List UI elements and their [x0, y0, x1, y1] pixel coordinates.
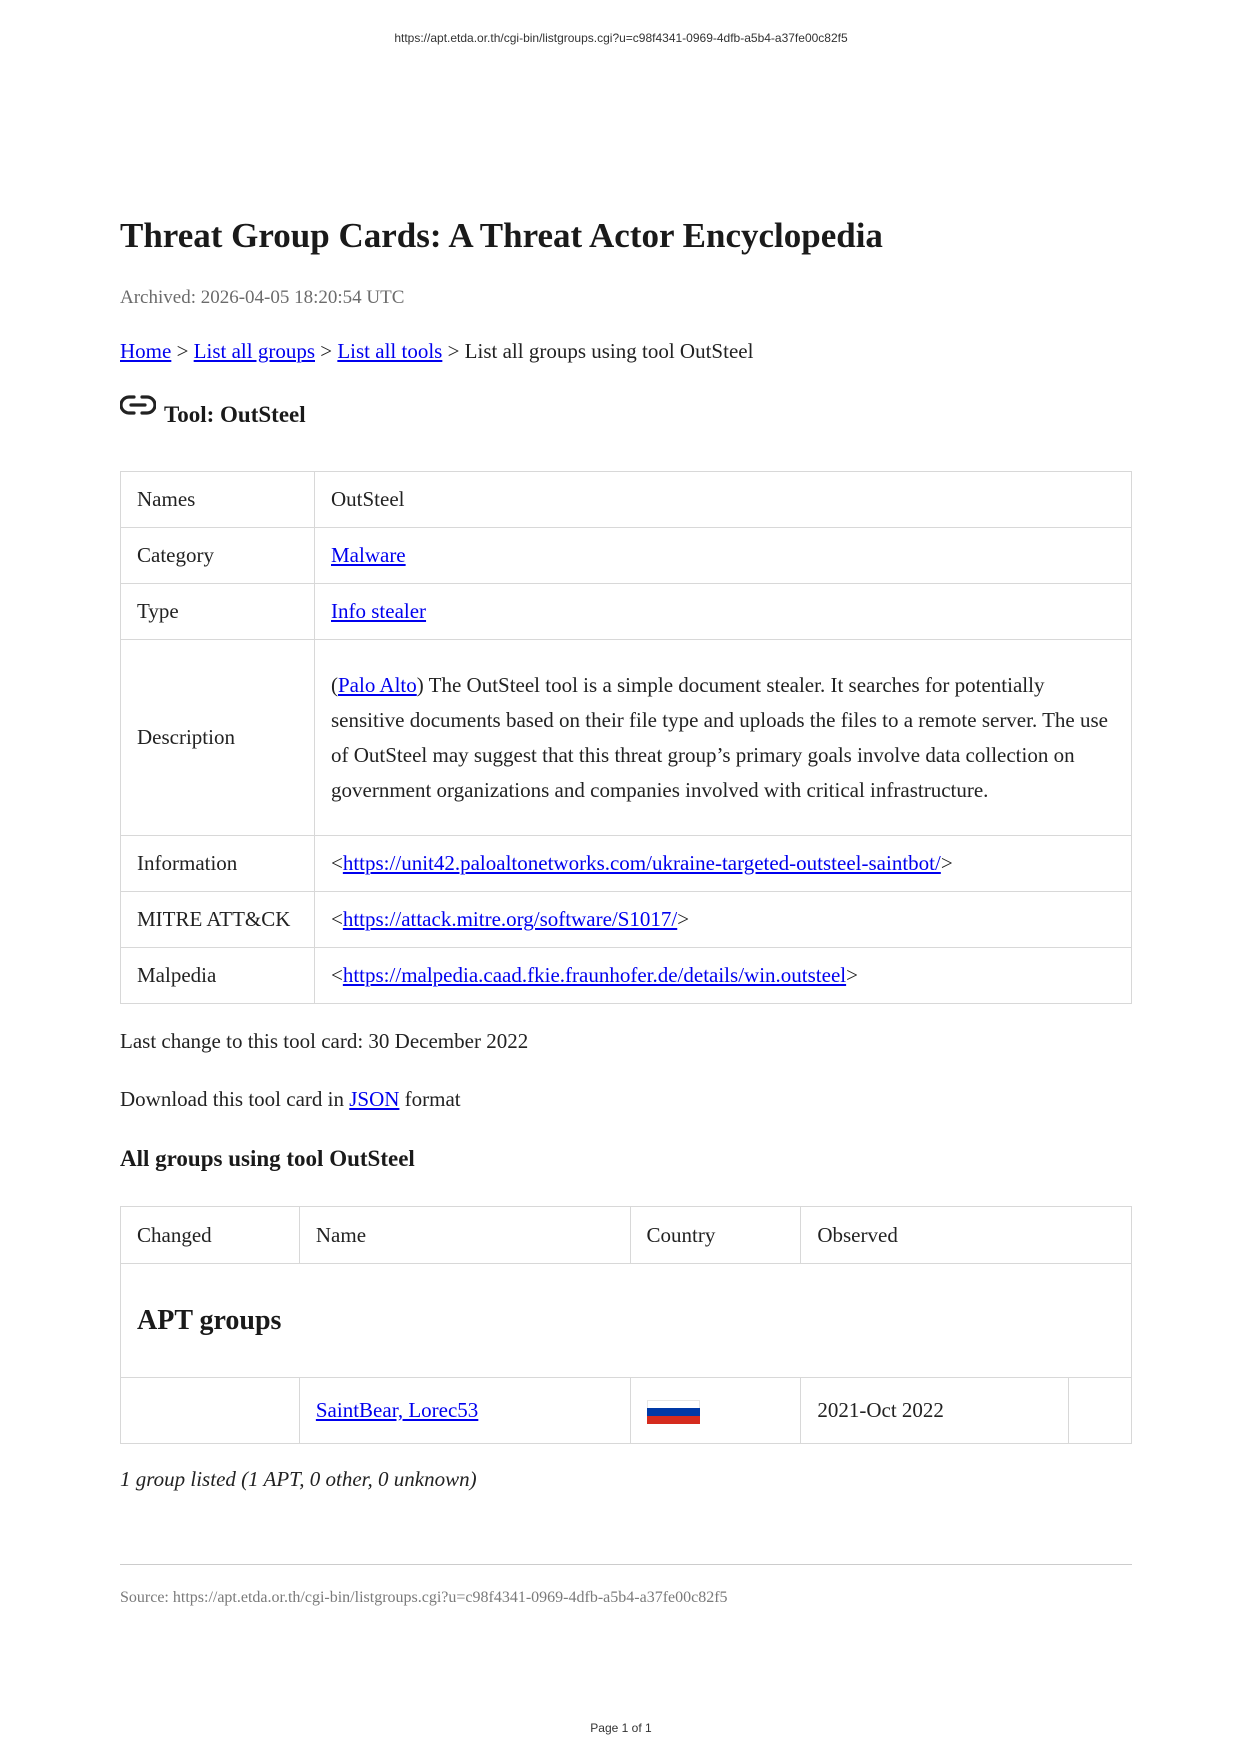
breadcrumb-tools-link[interactable]: List all tools	[337, 339, 443, 363]
print-header-url: https://apt.etda.or.th/cgi-bin/listgroups.cgi?u=c98f4341-0969-4dfb-a5b4-a37fe00c82f5	[394, 31, 848, 45]
malpedia-link[interactable]: https://malpedia.caad.fkie.fraunhofer.de/details/win.outsteel	[342, 963, 847, 987]
link-icon	[120, 392, 156, 418]
table-row	[121, 836, 1132, 892]
table-row	[121, 640, 1132, 836]
section-row	[121, 1264, 1132, 1378]
names-label: Names	[121, 472, 315, 528]
column-header-name: Name	[299, 1207, 630, 1264]
category-cell	[315, 528, 1132, 584]
json-download-link[interactable]: JSON	[349, 1087, 400, 1111]
group-name-link[interactable]: SaintBear, Lorec53	[315, 1398, 479, 1422]
angle-close: >	[940, 851, 953, 875]
groups-table	[120, 1206, 1132, 1444]
download-line	[120, 1087, 461, 1112]
groups-heading: All groups using tool OutSteel	[120, 1146, 415, 1171]
angle-open: <	[331, 851, 343, 875]
groups-summary: 1 group listed (1 APT, 0 other, 0 unknown)	[120, 1467, 477, 1491]
angle-close: >	[677, 907, 690, 931]
table-header-row	[121, 1207, 1132, 1264]
description-open-paren: (	[331, 672, 338, 697]
tool-details-table	[120, 471, 1132, 1004]
tool-heading-text: Tool: OutSteel	[164, 402, 306, 427]
empty-cell	[1068, 1378, 1131, 1444]
russia-flag-icon	[647, 1400, 700, 1424]
changed-cell	[121, 1378, 300, 1444]
country-cell	[630, 1378, 801, 1444]
section-title-apt: APT groups	[121, 1264, 1132, 1378]
breadcrumb	[120, 339, 753, 364]
tool-heading	[120, 402, 306, 428]
archived-timestamp: Archived: 2026-04-05 18:20:54 UTC	[120, 287, 405, 308]
column-header-country: Country	[630, 1207, 801, 1264]
name-cell	[299, 1378, 630, 1444]
mitre-label: MITRE ATT&CK	[121, 892, 315, 948]
malpedia-cell	[315, 948, 1132, 1004]
information-link[interactable]: https://unit42.paloaltonetworks.com/ukraine-targeted-outsteel-saintbot/	[342, 851, 941, 875]
names-value: OutSteel	[315, 472, 1132, 528]
observed-cell: 2021-Oct 2022	[801, 1378, 1068, 1444]
mitre-link[interactable]: https://attack.mitre.org/software/S1017/	[342, 907, 678, 931]
information-cell	[315, 836, 1132, 892]
category-label: Category	[121, 528, 315, 584]
type-cell	[315, 584, 1132, 640]
malpedia-label: Malpedia	[121, 948, 315, 1004]
breadcrumb-home-link[interactable]: Home	[120, 339, 172, 363]
angle-open: <	[331, 907, 343, 931]
page-title: Threat Group Cards: A Threat Actor Encyclopedia	[120, 216, 883, 255]
information-label: Information	[121, 836, 315, 892]
last-change-text: Last change to this tool card: 30 December 2022	[120, 1029, 529, 1053]
mitre-cell	[315, 892, 1132, 948]
breadcrumb-separator: >	[171, 339, 194, 363]
breadcrumb-groups-link[interactable]: List all groups	[193, 339, 315, 363]
breadcrumb-separator: >	[315, 339, 338, 363]
download-prefix: Download this tool card in	[120, 1087, 350, 1111]
table-row	[121, 584, 1132, 640]
description-source-link[interactable]: Palo Alto	[338, 672, 417, 697]
description-cell	[315, 640, 1132, 836]
category-link[interactable]: Malware	[331, 543, 406, 567]
source-url: Source: https://apt.etda.or.th/cgi-bin/listgroups.cgi?u=c98f4341-0969-4dfb-a5b4-a37fe00c82f5	[120, 1589, 728, 1606]
table-row	[121, 948, 1132, 1004]
page-number: Page 1 of 1	[590, 1721, 652, 1735]
description-label: Description	[121, 640, 315, 836]
column-header-observed: Observed	[801, 1207, 1132, 1264]
table-row	[121, 472, 1132, 528]
breadcrumb-current: > List all groups using tool OutSteel	[442, 339, 754, 363]
table-row	[121, 892, 1132, 948]
angle-close: >	[846, 963, 858, 987]
type-label: Type	[121, 584, 315, 640]
description-text: ) The OutSteel tool is a simple document stealer. It searches for potentially sensitive documents based on their file type and uploads the files to a remote server. The use of OutSteel may suggest that this threat group’s primary goals involve data collection on government organizations and companies involved with critical infrastructure.	[331, 672, 1108, 802]
divider	[120, 1564, 1132, 1565]
column-header-changed: Changed	[121, 1207, 300, 1264]
angle-open: <	[331, 963, 343, 987]
table-row	[121, 528, 1132, 584]
download-suffix: format	[399, 1087, 461, 1111]
table-row	[121, 1378, 1132, 1444]
type-link[interactable]: Info stealer	[331, 599, 427, 623]
